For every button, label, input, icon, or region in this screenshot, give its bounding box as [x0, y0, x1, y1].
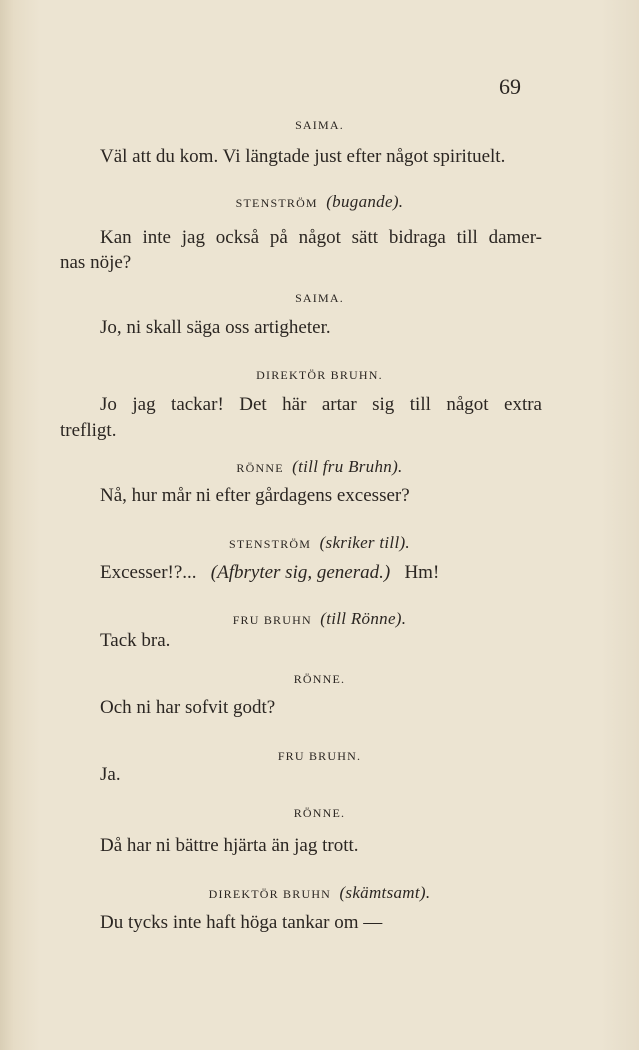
speaker-name: STENSTRÖM [229, 537, 312, 551]
speaker-stenstrom [0, 192, 639, 212]
dialogue-line: Då har ni bättre hjärta än jag trott. [100, 835, 359, 856]
speaker-name: RÖNNE [236, 461, 284, 475]
speaker-direktor-bruhn [0, 883, 639, 903]
speaker-fru-bruhn: FRU BRUHN. [277, 749, 362, 763]
dialogue-text: Hm! [404, 562, 440, 583]
dialogue-line: Du tycks inte haft höga tankar om — [100, 912, 383, 933]
dialogue-line: trefligt. [60, 420, 117, 441]
dialogue-line: Jo jag tackar! Det här artar sig till något extra [100, 394, 542, 415]
dialogue-line: Kan inte jag också på något sätt bidraga till damer- [100, 227, 542, 248]
dialogue-line: Ja. [100, 764, 121, 785]
stage-direction: (skriker till). [319, 533, 410, 552]
dialogue-line: Och ni har sofvit godt? [100, 697, 276, 718]
stage-direction: (Afbryter sig, generad.) [210, 562, 391, 583]
dialogue-line: nas nöje? [60, 252, 132, 273]
dialogue-line: Jo, ni skall säga oss artigheter. [100, 317, 331, 338]
dialogue-line [100, 562, 439, 584]
speaker-name: STENSTRÖM [235, 196, 318, 210]
speaker-direktor-bruhn: DIREKTÖR BRUHN. [256, 368, 383, 382]
speaker-ronne: RÖNNE. [293, 806, 346, 820]
speaker-name: FRU BRUHN [232, 613, 312, 627]
stage-direction: (bugande). [326, 192, 404, 211]
speaker-fru-bruhn [0, 609, 639, 629]
page-number: 69 [499, 74, 521, 99]
speaker-ronne: RÖNNE. [293, 672, 346, 686]
speaker-name: DIREKTÖR BRUHN [208, 887, 332, 901]
dialogue-text: Excesser!?... [100, 562, 197, 583]
dialogue-line: Väl att du kom. Vi längtade just efter något spirituelt. [100, 146, 506, 167]
speaker-saima: SAIMA. [295, 118, 344, 132]
stage-direction: (skämtsamt). [339, 883, 431, 902]
dialogue-line: Nå, hur mår ni efter gårdagens excesser? [100, 485, 410, 506]
speaker-stenstrom [0, 533, 639, 553]
dialogue-line: Tack bra. [100, 630, 171, 651]
speaker-ronne [0, 457, 639, 477]
stage-direction: (till fru Bruhn). [292, 457, 403, 476]
speaker-saima: SAIMA. [295, 291, 344, 305]
stage-direction: (till Rönne). [320, 609, 407, 628]
